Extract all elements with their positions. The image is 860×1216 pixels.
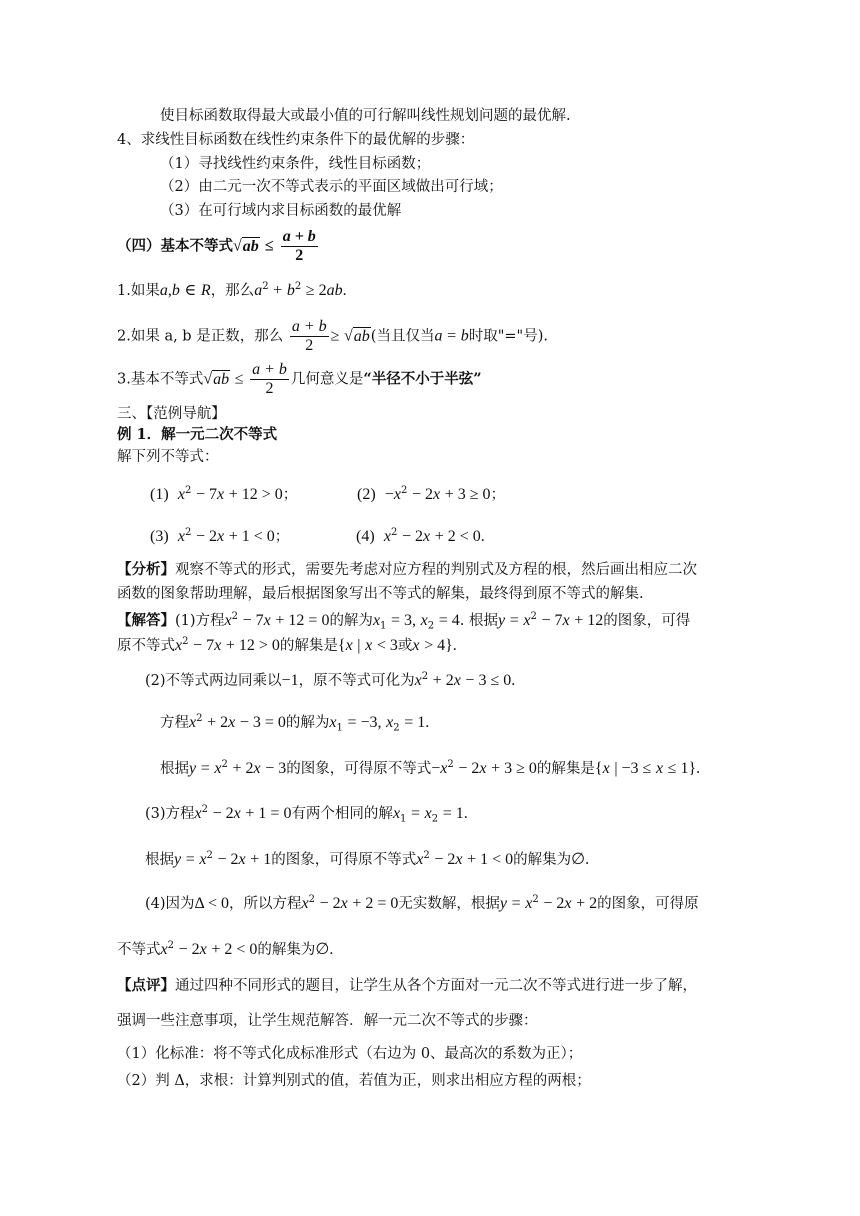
example-title: 例 1．解一元二次不等式 [117, 426, 278, 443]
fraction: $\frac{a + b}{2}$ [291, 318, 327, 354]
text-line: 根据$y = x^2 + 2x - 3$的图象，可得原不等式$-x^2 - 2x + 3 \ge 0$的解集是{x | −3 ≤ x ≤ 1}. [160, 759, 701, 777]
text-line: 方程$x^2 + 2x - 3 = 0$的解为$x_1 = -3$, $x_2 = 1$. [160, 713, 430, 734]
comment: 【点评】通过四种不同形式的题目，让学生从各个方面对一元二次不等式进行进一步了解， [117, 977, 697, 994]
text-line: （3）在可行域内求目标函数的最优解 [160, 203, 402, 219]
problem-2: $(2) -x^2 - 2x + 3 \ge 0$； [357, 485, 506, 503]
text-line: 根据$y = x^2 - 2x + 1$的图象，可得原不等式$x^2 - 2x + 1 < 0$的解集为∅. [145, 850, 590, 868]
text-line: 三、【范例导航】 [117, 406, 226, 422]
analysis: 【分析】观察不等式的形式，需要先考虑对应方程的判别式及方程的根，然后画出相应二次 [117, 561, 697, 578]
fraction: $\frac{a + b}{2}$ [282, 228, 316, 264]
text-line: 使目标函数取得最大或最小值的可行解叫线性规划问题的最优解. [160, 108, 571, 124]
problem-1: (1) $x^2 - 7x + 12 > 0$； [150, 485, 298, 503]
text-line: 函数的图象帮助理解，最后根据图象写出不等式的解集，最终得到原不等式的解集. [117, 586, 644, 602]
solution-4: (4)因为Δ < 0，所以方程$x^2 - 2x + 2 = 0$无实数解，根据$y = x^2 - 2x + 2$的图象，可得原 [145, 894, 699, 912]
problem-3: (3) $x^2 - 2x + 1 < 0$； [150, 527, 290, 545]
text-line: 2.如果 a, b 是正数，那么 $\frac{a + b}{2}$ ≥ √ab(当且仅当a = b时取"="号). [117, 318, 548, 354]
solution-3: (3)方程$x^2 - 2x + 1 = 0$有两个相同的解$x_1 = x_2 = 1$. [145, 804, 468, 825]
text-line: 不等式$x^2 - 2x + 2 < 0$的解集为∅. [117, 940, 334, 958]
section-heading: （四）基本不等式√ab ≤ $\frac{a + b}{2}$ [117, 228, 316, 264]
text-line: 强调一些注意事项，让学生规范解答．解一元二次不等式的步骤： [117, 1013, 538, 1029]
fraction: $\frac{a + b}{2}$ [252, 361, 287, 397]
text-line: 4、求线性目标函数在线性约束条件下的最优解的步骤： [117, 132, 475, 148]
text-line: 1.如果a,b ∈ R，那么$a^2 + b^2 \ge 2ab$. [117, 281, 347, 299]
solution-2: (2)不等式两边同乘以−1，原不等式可化为$x^2 + 2x - 3 \le 0$. [145, 671, 516, 689]
text-line: （2）判 Δ，求根：计算判别式的值，若值为正，则求出相应方程的两根； [117, 1073, 591, 1089]
text-line: （2）由二元一次不等式表示的平面区域做出可行域； [160, 179, 503, 195]
text-line: （1）化标准：将不等式化成标准形式（右边为 0、最高次的系数为正）； [117, 1046, 583, 1062]
text-line: 解下列不等式： [117, 449, 219, 465]
solution-1: 【解答】(1)方程$x^2 - 7x + 12 = 0$的解为$x_1 = 3$, $x_2 = 4$. 根据$y = x^2 - 7x + 12$的图象，可得 [117, 611, 691, 632]
problem-4: (4) $x^2 - 2x + 2 < 0$. [356, 527, 485, 545]
text-line: 原不等式$x^2 - 7x + 12 > 0$的解集是{x | x < 3或x > 4}. [117, 636, 457, 654]
text-line: （1）寻找线性约束条件，线性目标函数； [160, 156, 431, 172]
text-line: 3.基本不等式√ab ≤ $\frac{a + b}{2}$ 几何意义是“半径不小于半弦” [117, 361, 482, 397]
